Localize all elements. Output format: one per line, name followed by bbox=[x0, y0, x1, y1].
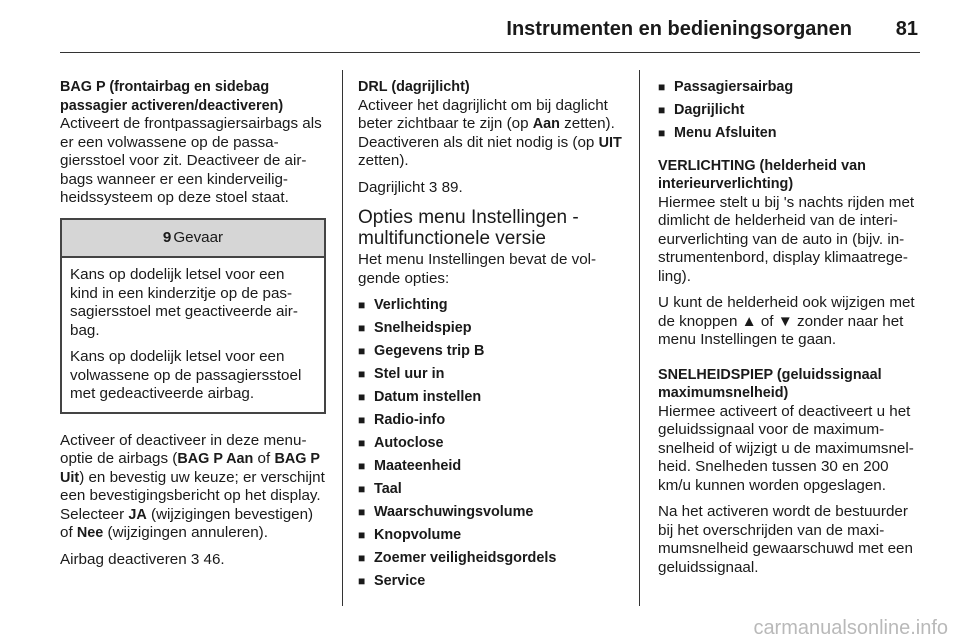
drl-description bbox=[358, 97, 626, 171]
danger-title: Gevaar bbox=[173, 228, 224, 246]
bag-p-description: Activeert de frontpassagiersairbags als er een volwassene op de passagiersstoel voor zit. Deactiveer de airbags wanneer er een kinderveiligheidssysteem op deze stoel staat. bbox=[60, 115, 322, 206]
danger-box bbox=[60, 218, 326, 414]
text-span: zetten). Deactiveren als dit niet nodig is (op bbox=[358, 115, 615, 151]
list-item: ■ Datum instellen bbox=[358, 388, 626, 407]
list-item: ■ Maateenheid bbox=[358, 457, 626, 476]
bold-option: Aan bbox=[532, 116, 560, 132]
section-title: Opties menu Instellingen - multifunctionele versie bbox=[358, 207, 579, 249]
text-span: Activeer het dagrijlicht om bij daglicht beter zichtbaar te zijn (op bbox=[358, 96, 608, 132]
column-3 bbox=[658, 78, 922, 585]
list-item: ■ Gegevens trip B bbox=[358, 342, 626, 361]
speed-beep-warning: Na het activeren wordt de bestuurder bij het overschrijden van de maximumsnelheid gewaarschuwd met een geluidssignaal. bbox=[658, 503, 913, 576]
text-span: of bbox=[253, 450, 275, 467]
text-span: (wijzigingen bevestigen) of bbox=[60, 505, 314, 541]
list-item: ■ Taal bbox=[358, 480, 626, 499]
drl-ref bbox=[358, 179, 626, 198]
text-span: zetten). bbox=[358, 152, 409, 169]
column-2 bbox=[358, 78, 626, 599]
speed-beep-heading: SNELHEIDSPIEP (geluidssignaal maximumsnelheid) bbox=[658, 366, 882, 401]
page-reference[interactable]: 3 89. bbox=[428, 178, 463, 196]
list-item: ■ Verlichting bbox=[358, 296, 626, 315]
danger-header bbox=[62, 220, 324, 259]
list-item: ■ Waarschuwingsvolume bbox=[358, 503, 626, 522]
text-span: ) en bevestig uw keuze; er verschijnt een bevestigingsbericht op het display. Selecteer bbox=[60, 468, 325, 523]
list-item: ■ Dagrijlicht bbox=[658, 101, 922, 120]
page-number: 81 bbox=[895, 18, 918, 40]
menu-intro: Het menu Instellingen bevat de volgende opties: bbox=[358, 251, 597, 287]
lighting-heading: VERLICHTING (helderheid van interieurverlichting) bbox=[658, 157, 866, 192]
text-span: (wijzigingen annuleren). bbox=[103, 524, 268, 541]
settings-list-continued bbox=[658, 78, 922, 143]
danger-text-2: Kans op dodelijk letsel voor een volwassene op de passagiersstoel met gedeactiveerde airbag. bbox=[70, 348, 302, 402]
text-span: Activeer of deactiveer in deze menuoptie de airbags ( bbox=[60, 431, 307, 467]
list-item: ■ Snelheidspiep bbox=[358, 319, 626, 338]
bold-option: BAG P Aan bbox=[177, 451, 254, 467]
list-item: ■ Autoclose bbox=[358, 434, 626, 453]
bold-option: JA bbox=[128, 506, 147, 523]
column-divider bbox=[639, 70, 640, 606]
column-divider bbox=[342, 70, 343, 606]
list-item: ■ Service bbox=[358, 572, 626, 591]
danger-text-1: Kans op dodelijk letsel voor een kind in een kinderzitje op de passagiersstoel met geactiveerde airbag. bbox=[70, 266, 298, 339]
list-item: ■ Knopvolume bbox=[358, 526, 626, 545]
ref-text: Dagrijlicht bbox=[358, 178, 429, 196]
column-1 bbox=[60, 78, 326, 577]
page-reference[interactable]: 3 46. bbox=[190, 550, 225, 568]
list-item: ■ Passagiersairbag bbox=[658, 78, 922, 97]
warning-icon: 9 bbox=[162, 228, 172, 246]
lighting-description: Hiermee stelt u bij 's nachts rijden met dimlicht de helderheid van de interieurverlichting van de auto in (bijv. instrumentenbord, display klimaatregeling). bbox=[658, 193, 915, 285]
bold-option: BAG P Uit bbox=[60, 451, 320, 486]
ref-text: Airbag deactiveren bbox=[60, 550, 191, 568]
list-item: ■ Radio-info bbox=[358, 411, 626, 430]
airbag-deactivate-ref bbox=[60, 551, 326, 570]
airbag-instructions bbox=[60, 432, 326, 543]
bag-p-heading: BAG P (frontairbag en sidebag passagier activeren/deactiveren) bbox=[60, 79, 284, 114]
list-item: ■ Stel uur in bbox=[358, 365, 626, 384]
list-item: ■ Menu Afsluiten bbox=[658, 124, 922, 143]
drl-heading: DRL (dagrijlicht) bbox=[358, 79, 470, 95]
bold-option: UIT bbox=[598, 134, 622, 151]
speed-beep-description: Hiermee activeert of deactiveert u het geluidssignaal voor de maximumsnelheid of wijzigt u de maximumsnelheid. Snelheden tussen 30 en 200 km/u kunnen worden opgeslagen. bbox=[658, 402, 914, 494]
danger-body bbox=[62, 258, 324, 404]
bold-option: Nee bbox=[76, 525, 104, 541]
list-item: ■ Zoemer veiligheidsgordels bbox=[358, 549, 626, 568]
settings-list bbox=[358, 296, 626, 591]
page-header bbox=[60, 0, 920, 53]
header-title: Instrumenten en bedieningsorganen bbox=[506, 18, 852, 40]
lighting-buttons-note: U kunt de helderheid ook wijzigen met de knoppen ▲ of ▼ zonder naar het menu Instellingen te gaan. bbox=[658, 294, 915, 348]
watermark: carmanualsonline.info bbox=[753, 617, 948, 639]
